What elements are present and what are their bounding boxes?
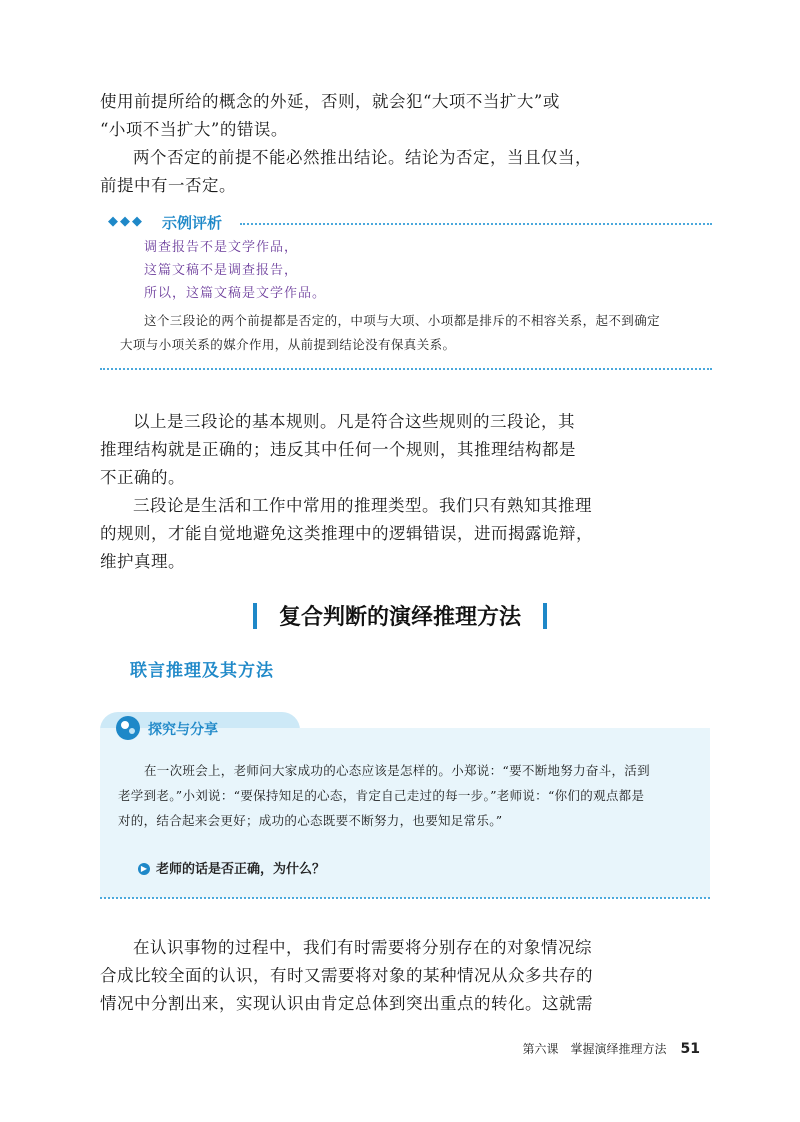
example-title: 示例评析: [162, 214, 223, 232]
text-line: 情况中分割出来，实现认识由肯定总体到突出重点的转化。这就需: [100, 994, 593, 1013]
example-analysis-text: [100, 309, 712, 357]
text-line: 推理结构就是正确的；违反其中任何一个规则，其推理结构都是: [100, 440, 576, 459]
text-line: 以上是三段论的基本规则。凡是符合这些规则的三段论，其: [133, 412, 575, 431]
text-line: 两个否定的前提不能必然推出结论。结论为否定，当且仅当，: [133, 148, 592, 167]
premise-line: 调查报告不是文学作品，: [144, 240, 299, 255]
text-line: 不正确的。: [100, 468, 185, 487]
conjunction-paragraph: [100, 934, 593, 1018]
text-line: 前提中有一否定。: [100, 176, 236, 195]
text-line: 合成比较全面的认识，有时又需要将对象的某种情况从众多共存的: [100, 966, 593, 985]
play-arrow-icon: ▶: [138, 863, 150, 875]
text-line: 大项与小项关系的媒介作用，从前提到结论没有保真关系。: [120, 337, 456, 352]
explore-story-text: [118, 758, 698, 833]
text-line: 老学到老。”小刘说：“要保持知足的心态，肯定自己走过的每一步。”老师说：“你们的观点都是: [118, 788, 645, 803]
diamond-icon: ◆◆◆: [108, 214, 144, 229]
heading-bar-left: [253, 603, 257, 629]
discussion-question: [138, 858, 325, 877]
chapter-title: 第六课 掌握演绎推理方法: [522, 1042, 667, 1056]
text-line: 三段论是生活和工作中常用的推理类型。我们只有熟知其推理: [133, 496, 592, 515]
text-line: “小项不当扩大”的错误。: [100, 120, 288, 139]
question-text: 老师的话是否正确，为什么？: [156, 862, 326, 877]
example-header: [100, 212, 712, 236]
dotted-divider: [100, 897, 710, 899]
explore-title: 探究与分享: [148, 722, 218, 738]
conclusion-line: 所以，这篇文稿是文学作品。: [144, 286, 327, 301]
text-line: 这个三段论的两个前提都是否定的，中项与大项、小项都是排斥的不相容关系，起不到确定: [144, 313, 661, 328]
dotted-divider: [240, 223, 712, 225]
intro-paragraph: [100, 88, 592, 200]
heading-bar-right: [543, 603, 547, 629]
text-line: 维护真理。: [100, 552, 185, 571]
explore-icon: [116, 716, 140, 740]
premise-line: 这篇文稿不是调查报告，: [144, 263, 299, 278]
text-line: 在一次班会上，老师问大家成功的心态应该是怎样的。小郑说：“要不断地努力奋斗，活到: [144, 763, 650, 778]
page-number: 51: [680, 1041, 700, 1057]
section-heading: [0, 600, 800, 631]
rules-paragraph: [100, 408, 593, 576]
example-analysis-box: [100, 212, 712, 357]
page-footer: [523, 1040, 701, 1057]
section-title-text: 复合判断的演绎推理方法: [278, 605, 521, 630]
text-line: 的规则，才能自觉地避免这类推理中的逻辑错误，进而揭露诡辩，: [100, 524, 593, 543]
dotted-divider: [100, 368, 712, 370]
text-line: 在认识事物的过程中，我们有时需要将分别存在的对象情况综: [133, 938, 592, 957]
text-line: 对的，结合起来会更好；成功的心态既要不断努力，也要知足常乐。”: [118, 813, 503, 828]
text-line: 使用前提所给的概念的外延，否则，就会犯“大项不当扩大”或: [100, 92, 560, 111]
subsection-title: 联言推理及其方法: [130, 661, 274, 681]
